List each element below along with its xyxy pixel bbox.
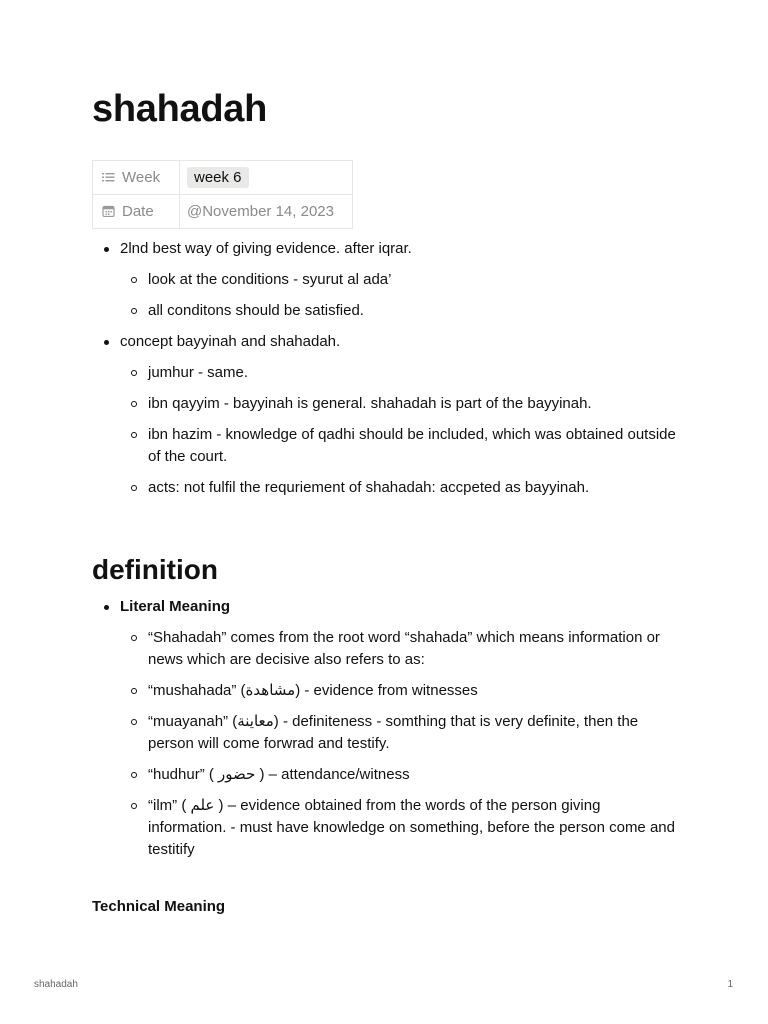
sub-list — [120, 269, 682, 322]
page-number: 1 — [727, 979, 733, 990]
section-heading-definition: definition — [92, 554, 218, 585]
list-item: ibn qayyim - bayyinah is general. shahadah is part of the bayyinah. — [120, 393, 682, 415]
list-item — [92, 596, 682, 861]
list-item — [92, 331, 682, 499]
list-item: “mushahada” (مشاهدة) - evidence from witnesses — [120, 680, 682, 702]
list-item: “hudhur” ( حضور ) – attendance/witness — [120, 764, 682, 786]
property-row-week — [93, 161, 353, 195]
property-label-week: Week — [122, 169, 161, 186]
property-label-date: Date — [122, 203, 154, 220]
date-mention[interactable]: @November 14, 2023 — [187, 203, 334, 220]
list-item-text: 2lnd best way of giving evidence. after iqrar. — [120, 240, 412, 257]
list-item — [92, 238, 682, 322]
calendar-icon — [102, 205, 115, 217]
definition-list — [92, 596, 682, 861]
list-item: look at the conditions - syurut al ada’ — [120, 269, 682, 291]
list-item: jumhur - same. — [120, 362, 682, 384]
intro-list — [92, 238, 682, 499]
list-item: “muayanah” (معاينة) - definiteness - somthing that is very definite, then the person will come forwrad and testify. — [120, 711, 682, 755]
properties-table — [92, 160, 353, 229]
property-key-date — [93, 195, 180, 229]
list-item: “Shahadah” comes from the root word “shahada” which means information or news which are decisive also refers to as: — [120, 627, 682, 671]
literal-meaning-label: Literal Meaning — [120, 598, 231, 615]
list-item-text: concept bayyinah and shahadah. — [120, 333, 341, 350]
property-value-date[interactable] — [180, 195, 353, 229]
list-item: all conditons should be satisfied. — [120, 300, 682, 322]
property-value-week[interactable] — [180, 161, 353, 195]
list-item: “ilm” ( علم ) – evidence obtained from the words of the person giving information. - must have knowledge on something, before the person come and testitify — [120, 795, 682, 861]
page-title: shahadah — [92, 88, 267, 130]
technical-meaning-heading: Technical Meaning — [92, 898, 226, 915]
list-icon — [102, 171, 115, 183]
property-key-week — [93, 161, 180, 195]
sub-list — [120, 627, 682, 861]
footer-title: shahadah — [34, 979, 78, 990]
list-item: ibn hazim - knowledge of qadhi should be included, which was obtained outside of the court. — [120, 424, 682, 468]
sub-list — [120, 362, 682, 499]
week-tag[interactable]: week 6 — [187, 167, 249, 188]
property-row-date — [93, 195, 353, 229]
list-item: acts: not fulfil the requriement of shahadah: accpeted as bayyinah. — [120, 477, 682, 499]
